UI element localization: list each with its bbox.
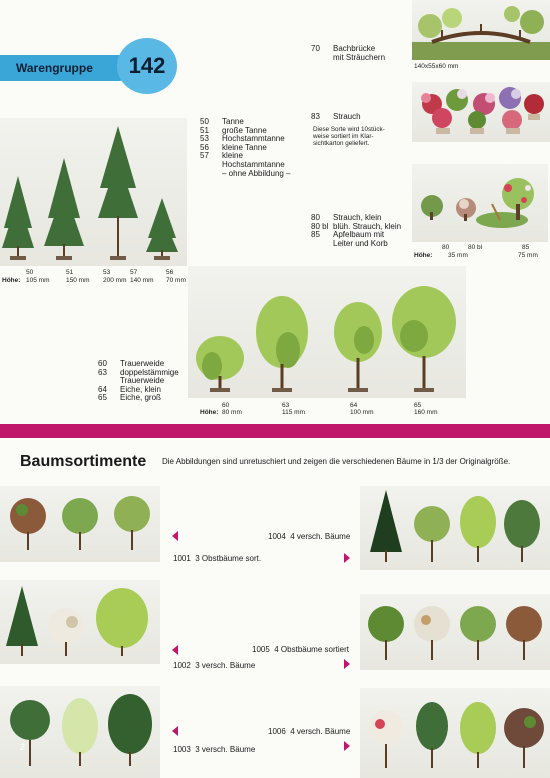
set-1002-label: 1002 3 versch. Bäume <box>173 661 256 670</box>
fraction: 1/3 <box>432 457 444 466</box>
sortimente-title: Baumsortimente <box>20 453 147 470</box>
shrubs-illustration <box>412 164 548 242</box>
set-1003-photo <box>0 686 160 778</box>
arrow-right-icon <box>344 741 350 751</box>
strauch-note-line2: weise sortiert im Klar- <box>313 133 374 141</box>
bridge-photo <box>412 0 550 60</box>
set-1006-label: 1006 4 versch. Bäume <box>268 727 351 736</box>
strauch-note-line1: Diese Sorte wird 10stück- <box>313 126 385 133</box>
strauch-note-line3: sichtkarton geliefert. <box>313 140 370 148</box>
firs-list-row: 50 Tanne <box>200 117 244 126</box>
set-1006-photo <box>360 688 550 778</box>
set-1003-label: 1003 3 versch. Bäume <box>173 745 256 754</box>
bridge-dims: 140x55x60 mm <box>414 63 459 70</box>
willows-list-row: 65 Eiche, groß <box>98 393 161 403</box>
firs-list-row: 57 kleine <box>200 151 243 161</box>
arrow-right-icon <box>344 553 350 563</box>
willows-photo <box>188 266 466 398</box>
strauch-note <box>313 126 385 148</box>
page-mark: 2 <box>20 742 26 752</box>
section-divider <box>0 424 550 438</box>
set-1001-label: 1001 3 Obstbäume sort. <box>173 554 262 563</box>
shrub-list-row: 85 Apfelbaum mit <box>311 230 385 240</box>
set-1005-label: 1005 4 Obstbäume sortiert <box>252 645 349 654</box>
warengruppe-text: Warengruppe <box>16 61 93 75</box>
warengruppe-number-badge <box>117 38 177 94</box>
warengruppe-number: 142 <box>128 53 166 78</box>
firs-caption: Höhe: 50 105 mm 51 150 mm 53 200 mm 57 140 mm 56 70 mm <box>2 269 186 284</box>
firs-list-row: – ohne Abbildung – <box>222 168 291 178</box>
willows-illustration <box>188 266 466 398</box>
set-1002-photo <box>0 580 160 664</box>
shrub-list-row: 80 bl blüh. Strauch, klein <box>311 221 402 231</box>
firs-illustration <box>0 118 187 266</box>
shrub-caption: 80 80 bl 85 Höhe: 35 mm 75 mm <box>414 244 538 259</box>
willows-caption: Höhe: 60 80 mm 63 115 mm 64 100 mm 65 160 mm <box>200 402 438 416</box>
arrow-left-icon <box>172 645 178 655</box>
willows-list-row: 63 doppelstämmige <box>98 367 179 377</box>
flower-shrubs-illustration <box>412 82 550 142</box>
shrub-list <box>311 214 401 248</box>
strauch-text: Strauch <box>333 112 361 121</box>
bridge-text2: mit Sträuchern <box>333 52 386 62</box>
firs-list <box>200 118 291 178</box>
firs-list-row: 53 Hochstammtanne <box>200 134 285 144</box>
warengruppe-label <box>0 55 132 81</box>
sortimente-description: Die Abbildungen sind unretuschiert und zeigen die verschiedenen Bäume in 1/3 der Originalgröße. <box>162 457 511 466</box>
set-1001-photo <box>0 486 160 562</box>
set-1004-photo <box>360 486 550 570</box>
shrubs-photo <box>412 164 548 242</box>
shrub-list-row: Leiter und Korb <box>333 238 388 248</box>
set-1004-label: 1004 4 versch. Bäume <box>268 532 351 541</box>
bridge-num: 70 <box>311 44 320 53</box>
arrow-left-icon <box>172 531 178 541</box>
strauch-list <box>311 113 361 122</box>
willows-list-row: 64 Eiche, klein <box>98 384 161 394</box>
strauch-num: 83 <box>311 112 320 121</box>
arrow-left-icon <box>172 726 178 736</box>
firs-list-row: Hochstammtanne <box>222 159 285 169</box>
bridge-list <box>311 45 385 62</box>
bridge-text1: Bachbrücke <box>333 44 376 53</box>
willows-list-row: 60 Trauerweide <box>98 359 165 368</box>
strauch-photo <box>412 82 550 142</box>
firs-list-row: 56 kleine Tanne <box>200 142 267 152</box>
arrow-right-icon <box>344 659 350 669</box>
bridge-illustration <box>412 0 550 60</box>
firs-list-row: 51 große Tanne <box>200 125 267 135</box>
set-1005-photo <box>360 594 550 670</box>
firs-photo <box>0 118 187 266</box>
willows-list-row: Trauerweide <box>120 376 165 386</box>
willows-list <box>98 360 179 403</box>
shrub-list-row: 80 Strauch, klein <box>311 213 382 222</box>
